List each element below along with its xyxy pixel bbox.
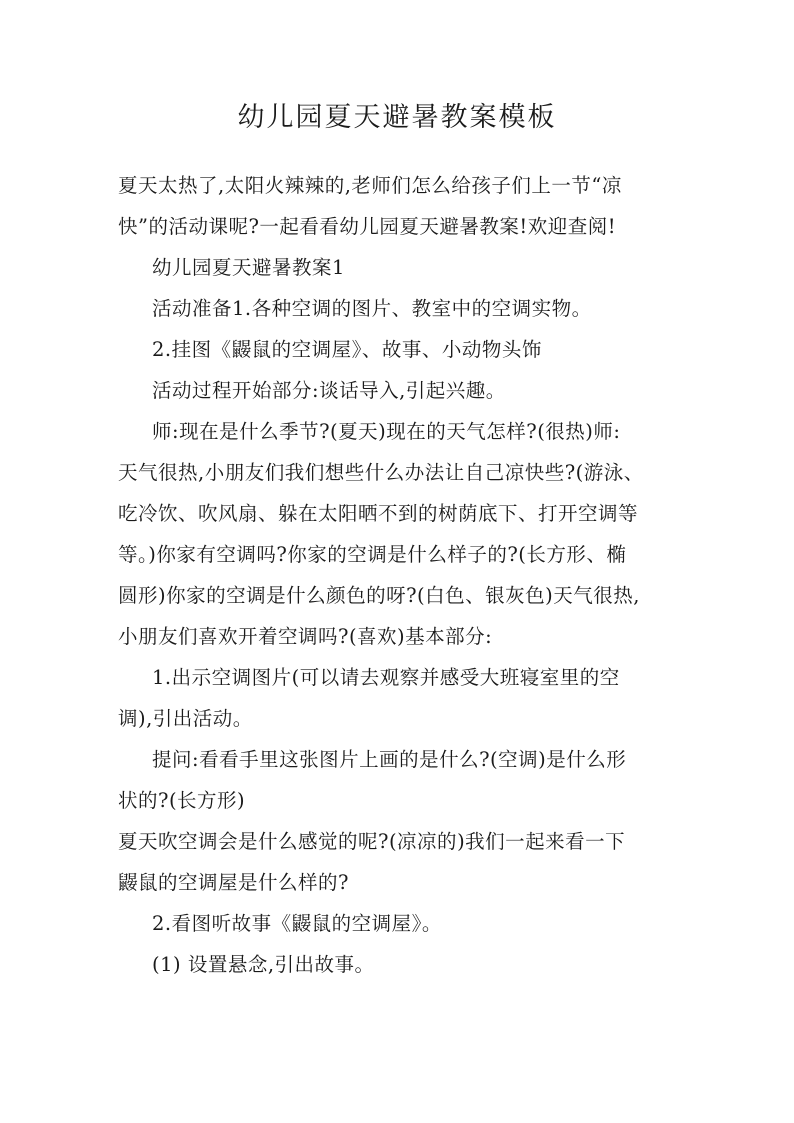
paragraph-line: 2.挂图《鼹鼠的空调屋》、故事、小动物头饰 bbox=[152, 338, 542, 361]
paragraph-line: 鼹鼠的空调屋是什么样的? bbox=[118, 871, 349, 894]
paragraph-line: 活动过程开始部分:谈话导入,引起兴趣。 bbox=[152, 379, 506, 402]
paragraph-line: 夏天吹空调会是什么感觉的呢?(凉凉的)我们一起来看一下 bbox=[118, 830, 626, 853]
paragraph-line: 活动准备1.各种空调的图片、教室中的空调实物。 bbox=[152, 297, 592, 320]
section-heading: 幼儿园夏天避暑教案1 bbox=[152, 256, 345, 279]
document-title: 幼儿园夏天避暑教案模板 bbox=[237, 102, 557, 133]
paragraph-line: 调),引出活动。 bbox=[118, 707, 253, 730]
paragraph-line: 2.看图听故事《鼹鼠的空调屋》。 bbox=[152, 912, 442, 935]
paragraph-line: 夏天太热了,太阳火辣辣的,老师们怎么给孩子们上一节“凉 bbox=[118, 174, 622, 197]
paragraph-line: 小朋友们喜欢开着空调吗?(喜欢)基本部分: bbox=[118, 625, 493, 648]
paragraph-line: 提问:看看手里这张图片上画的是什么?(空调)是什么形 bbox=[152, 748, 627, 771]
paragraph-line: 吃冷饮、吹风扇、躲在太阳晒不到的树荫底下、打开空调等 bbox=[118, 502, 639, 525]
paragraph-line: 等。)你家有空调吗?你家的空调是什么样子的?(长方形、椭 bbox=[118, 543, 627, 566]
paragraph-line: 1.出示空调图片(可以请去观察并感受大班寝室里的空 bbox=[152, 666, 620, 689]
paragraph-line: 快”的活动课呢?一起看看幼儿园夏天避暑教案!欢迎查阅! bbox=[118, 215, 617, 238]
paragraph-line: 师:现在是什么季节?(夏天)现在的天气怎样?(很热)师: bbox=[152, 420, 621, 443]
paragraph-line: 天气很热,小朋友们我们想些什么办法让自己凉快些?(游泳、 bbox=[118, 461, 644, 484]
paragraph-line: 状的?(长方形) bbox=[118, 789, 246, 812]
paragraph-line: 圆形)你家的空调是什么颜色的呀?(白色、银灰色)天气很热, bbox=[118, 584, 640, 607]
paragraph-line: (1) 设置悬念,引出故事。 bbox=[152, 953, 375, 976]
